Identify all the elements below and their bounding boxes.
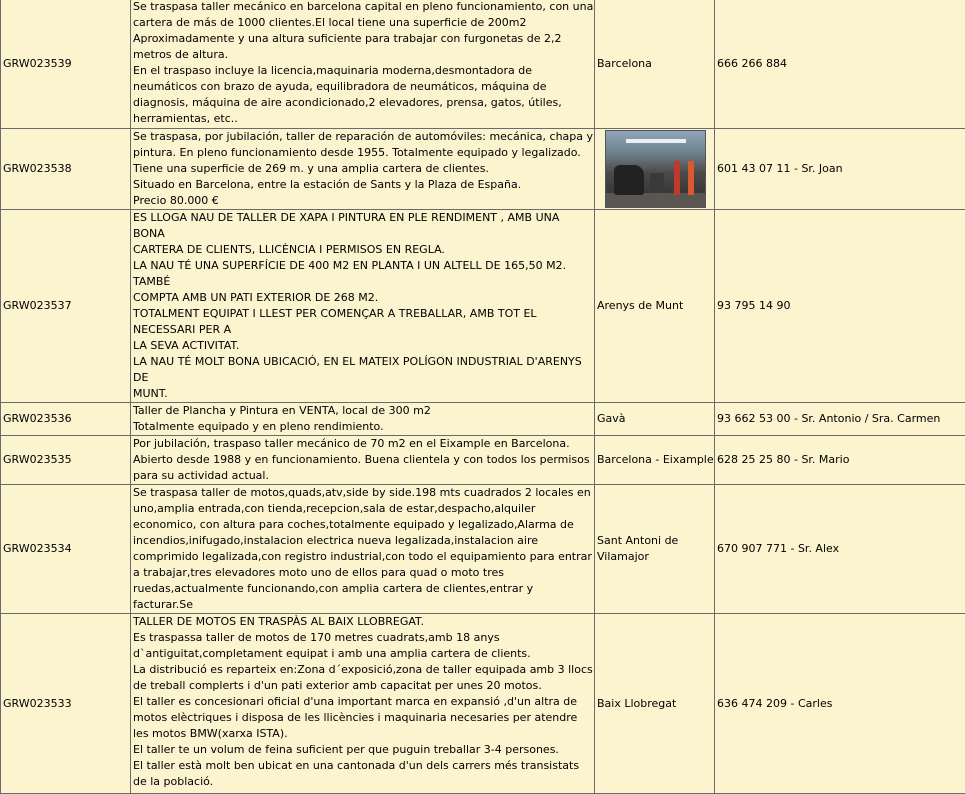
table-row (1, 485, 965, 614)
listing-description: ES LLOGA NAU DE TALLER DE XAPA I PINTURA EN PLE RENDIMENT , AMB UNA BONA CARTERA DE CLIENTS, LLICÈNCIA I PERMISOS EN REGLA. LA NAU TÉ UNA SUPERFÍCIE DE 400 M2 EN PLANTA I UN ALTELL DE 165,50 M2. TAMBÉ COMPTA AMB UN PATI EXTERIOR DE 268 M2. TOTALMENT EQUIPAT I LLEST PER COMENÇAR A TREBALLAR, AMB TOT EL NECESSARI PER A LA SEVA ACTIVITAT. LA NAU TÉ MOLT BONA UBICACIÓ, EN EL MATEIX POLÍGON INDUSTRIAL D'ARENYS DE MUNT. (131, 210, 595, 403)
listing-contact: 666 266 884 (715, 0, 965, 129)
table-row (1, 210, 965, 403)
listing-id: GRW023536 (1, 403, 131, 436)
garage-photo (605, 130, 706, 208)
listing-location: Barcelona - Eixample (595, 436, 715, 485)
listing-id: GRW023538 (1, 129, 131, 210)
listing-description: Por jubilación, traspaso taller mecánico de 70 m2 en el Eixample en Barcelona. Abierto desde 1988 y en funcionamiento. Buena clientela y con todos los permisos para su actividad actual. (131, 436, 595, 485)
table-row (1, 436, 965, 485)
listing-photo-cell (595, 129, 715, 210)
listing-contact: 93 795 14 90 (715, 210, 965, 403)
listing-description: Se traspasa taller de motos,quads,atv,side by side.198 mts cuadrados 2 locales en uno,amplia entrada,con tienda,recepcion,sala de estar,despacho,alquiler economico, con altura para coches,totalmente equipado y legalizado,Alarma de incendios,inifugado,instalacion electrica nueva legalizada,instalacion aire comprimido legalizada,con registro industrial,con todo el equipamiento para entrar a trabajar,tres elevadores moto uno de ellos para quad o moto tres ruedas,actualmente funcionando,con amplia cartera de clientes,entrar y facturar.Se (131, 485, 595, 614)
listing-id: GRW023534 (1, 485, 131, 614)
listing-id: GRW023533 (1, 614, 131, 794)
listing-id: GRW023537 (1, 210, 131, 403)
listing-location: Baix Llobregat (595, 614, 715, 794)
listing-description: TALLER DE MOTOS EN TRASPÀS AL BAIX LLOBREGAT. Es traspassa taller de motos de 170 metres cuadrats,amb 18 anys d`antiguitat,completament equipat i amb una amplia cartera de clients. La distribució es reparteix en:Zona d´exposició,zona de taller equipada amb 3 llocs de treball complerts i d'un pati exterior amb capacitat per unes 20 motos. El taller es concesionari oficial d'una important marca en expansió ,d'un altra de motos elèctriques i disposa de les llicències i maquinaria necesaries per atendre les motos BMW(xarxa ISTA). El taller te un volum de feina suficient per que puguin treballar 3-4 persones. El taller està molt ben ubicat en una cantonada d'un dels carrers més transistats de la població. (131, 614, 595, 794)
listing-contact: 670 907 771 - Sr. Alex (715, 485, 965, 614)
listing-contact: 636 474 209 - Carles (715, 614, 965, 794)
listing-id: GRW023535 (1, 436, 131, 485)
listing-description: Taller de Plancha y Pintura en VENTA, local de 300 m2 Totalmente equipado y en pleno rendimiento. (131, 403, 595, 436)
listing-location: Arenys de Munt (595, 210, 715, 403)
listing-description: Se traspasa taller mecánico en barcelona capital en pleno funcionamiento, con una cartera de más de 1000 clientes.El local tiene una superficie de 200m2 Aproximadamente y una altura suficiente para trabajar con furgonetas de 2,2 metros de altura. En el traspaso incluye la licencia,maquinaria moderna,desmontadora de neumáticos con brazo de ayuda, equilibradora de neumáticos, máquina de diagnosis, máquina de aire acondicionado,2 elevadores, prensa, gatos, útiles, herramientas, etc.. (131, 0, 595, 129)
listing-contact: 601 43 07 11 - Sr. Joan (715, 129, 965, 210)
listing-location: Barcelona (595, 0, 715, 129)
listing-id: GRW023539 (1, 0, 131, 129)
listing-contact: 93 662 53 00 - Sr. Antonio / Sra. Carmen (715, 403, 965, 436)
listing-contact: 628 25 25 80 - Sr. Mario (715, 436, 965, 485)
listing-location: Gavà (595, 403, 715, 436)
listing-description: Se traspasa, por jubilación, taller de reparación de automóviles: mecánica, chapa y pintura. En pleno funcionamiento desde 1955. Totalmente equipado y legalizado. Tiene una superficie de 269 m. y una amplia cartera de clientes. Situado en Barcelona, entre la estación de Sants y la Plaza de España. Precio 80.000 € (131, 129, 595, 210)
listing-location: Sant Antoni de Vilamajor (595, 485, 715, 614)
table-row (1, 0, 965, 129)
table-row (1, 614, 965, 794)
table-row (1, 129, 965, 210)
table-row (1, 403, 965, 436)
